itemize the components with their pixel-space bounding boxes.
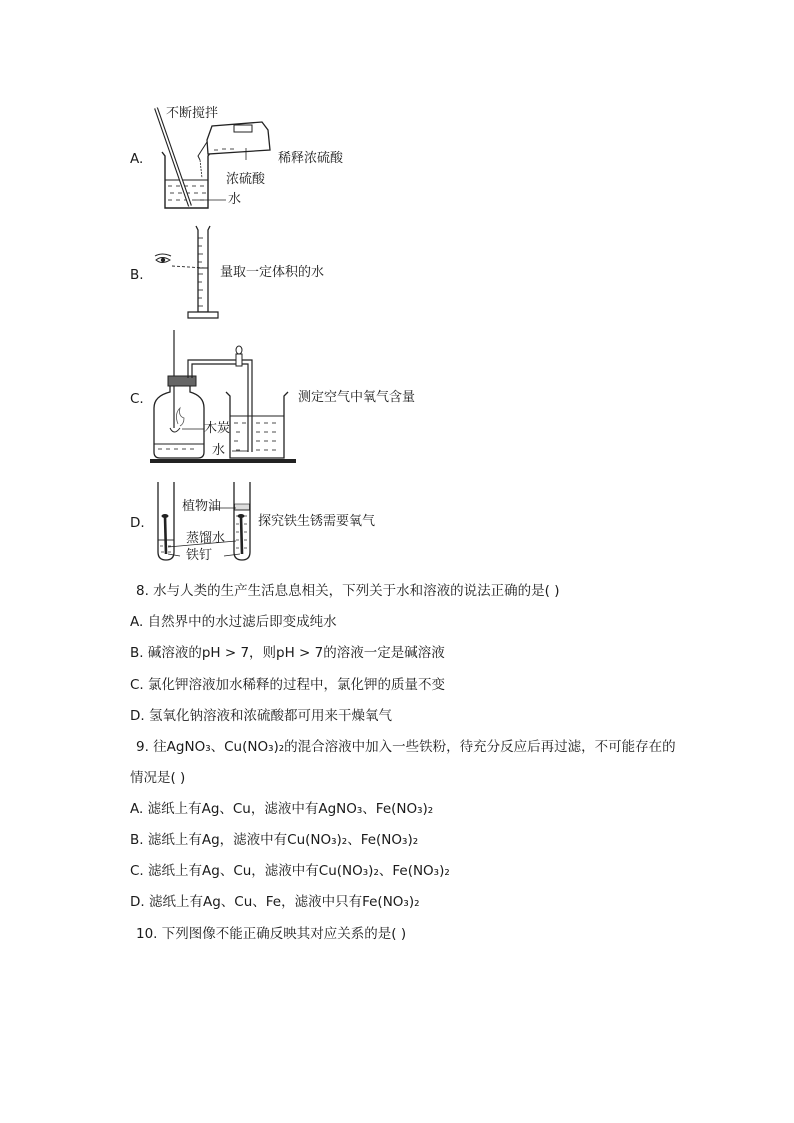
q8-option-d: D. 氢氧化钠溶液和浓硫酸都可用来干燥氧气 <box>130 708 392 724</box>
q9-stem-line1: 9. 往AgNO₃、Cu(NO₃)₂的混合溶液中加入一些铁粉，待充分反应后再过滤，不可能存在的 <box>136 739 676 755</box>
q9-option-c: C. 滤纸上有Ag、Cu，滤液中有Cu(NO₃)₂、Fe(NO₃)₂ <box>130 863 450 879</box>
option-c-charcoal-label: 木炭 <box>204 421 231 436</box>
option-d-distilled-label: 蒸馏水 <box>186 531 226 546</box>
option-a-letter: A. <box>130 151 144 167</box>
q9-option-a: A. 滤纸上有Ag、Cu，滤液中有AgNO₃、Fe(NO₃)₂ <box>130 801 434 817</box>
eye-icon <box>155 254 171 263</box>
option-a-caption: 稀释浓硫酸 <box>278 151 344 166</box>
q9-option-b: B. 滤纸上有Ag，滤液中有Cu(NO₃)₂、Fe(NO₃)₂ <box>130 832 419 848</box>
q8-option-a: A. 自然界中的水过滤后即变成纯水 <box>130 614 337 630</box>
option-a-water-label: 水 <box>228 192 242 207</box>
q9-option-d: D. 滤纸上有Ag、Cu、Fe，滤液中只有Fe(NO₃)₂ <box>130 894 420 910</box>
option-d-nail-label: 铁钉 <box>186 548 213 563</box>
q8-option-b: B. 碱溶液的pH > 7，则pH > 7的溶液一定是碱溶液 <box>130 645 445 661</box>
q10-stem: 10. 下列图像不能正确反映其对应关系的是( ) <box>136 926 407 942</box>
option-a-stir-label: 不断搅拌 <box>166 106 219 121</box>
q8-option-c: C. 氯化钾溶液加水稀释的过程中，氯化钾的质量不变 <box>130 677 446 693</box>
q9-stem-line2: 情况是( ) <box>130 770 186 786</box>
option-b-letter: B. <box>130 267 144 283</box>
option-d-letter: D. <box>130 515 145 531</box>
option-a-acid-label: 浓硫酸 <box>226 172 266 187</box>
option-c-caption: 测定空气中氧气含量 <box>298 390 416 405</box>
option-c-letter: C. <box>130 391 144 407</box>
q8-stem: 8. 水与人类的生产生活息息相关，下列关于水和溶液的说法正确的是( ) <box>136 583 560 599</box>
option-b-diagram <box>150 222 230 322</box>
option-d-caption: 探究铁生锈需要氧气 <box>258 514 376 529</box>
option-c-water-label: 水 <box>212 443 226 458</box>
option-b-caption: 量取一定体积的水 <box>220 265 325 280</box>
option-d-oil-label: 植物油 <box>182 499 222 514</box>
